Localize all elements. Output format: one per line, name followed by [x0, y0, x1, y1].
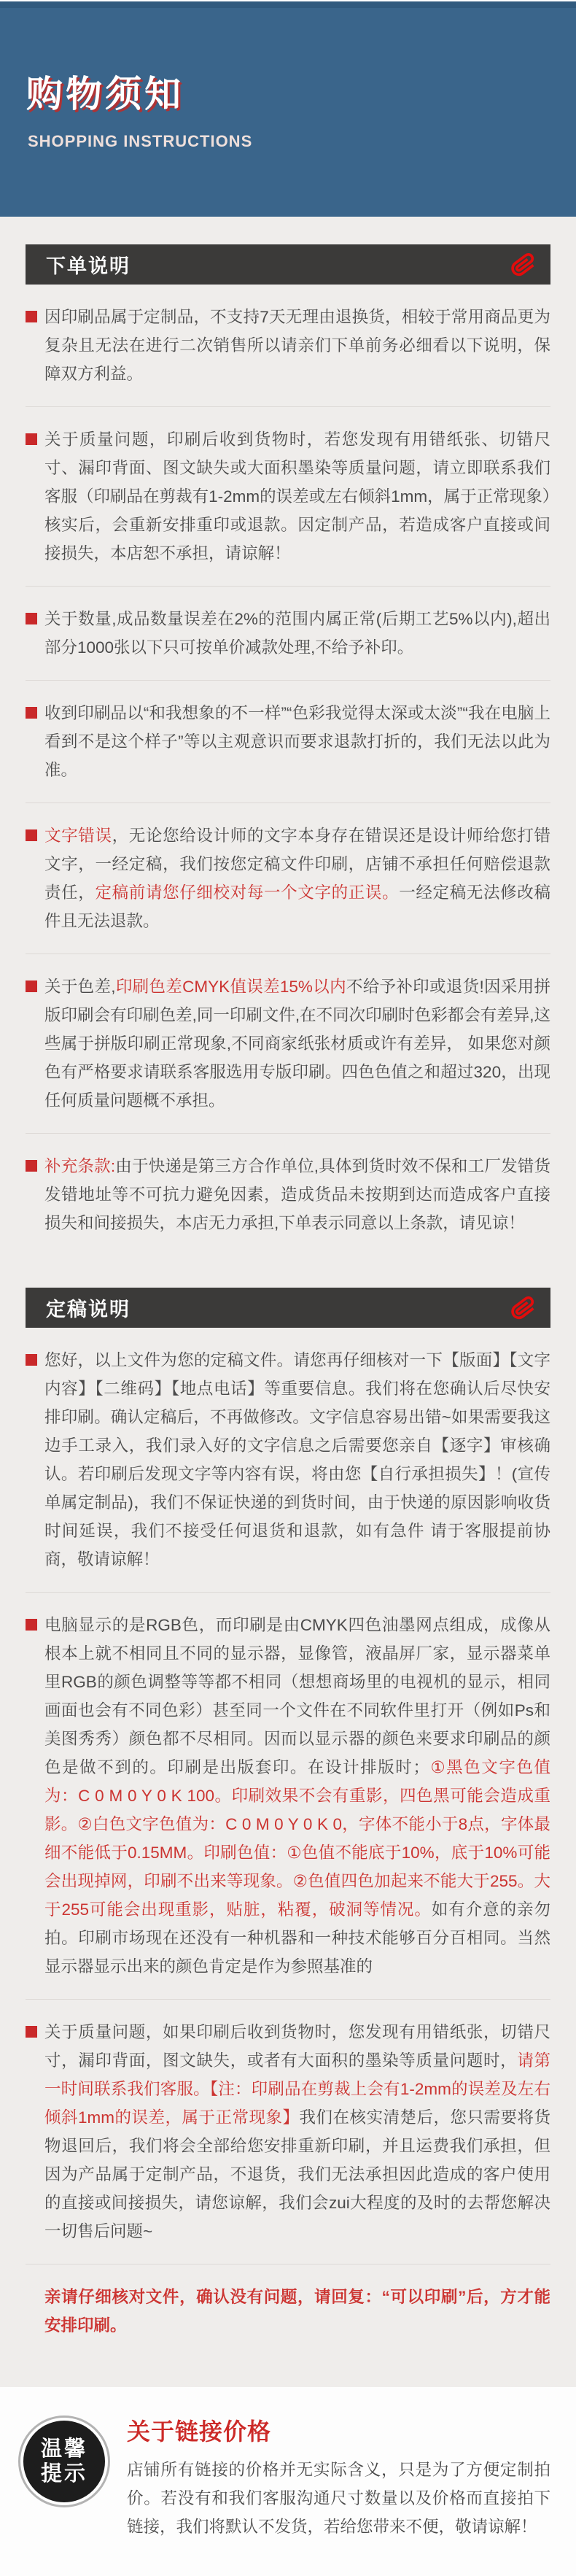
- warm-tips-badge: [20, 2418, 108, 2505]
- paragraph-segment: 您好，以上文件为您的定稿文件。请您再仔细核对一下【版面】【文字内容】【二维码】【地点电话】等重要信息。我们将在您确认后尽快安排印刷。确认定稿后，不再做修改。文字信息容易出错~如果需要我这边手工录入，我们录入好的文字信息之后需要您亲自【逐字】审核确认。若印刷后发现文字等内容有误，将由您【自行承担损失】！(宣传单属定制品)，我们不保证快递的到货时间，由于快递的原因影响收货时间延误，我们不接受任何退货和退款，如有急件 请于客服提前协商，敬请谅解！: [44, 1351, 550, 1569]
- notice-paragraph: [26, 1328, 550, 1593]
- paragraph-segment: 定稿前请您仔细校对每一个文字的正误。: [95, 883, 400, 902]
- red-square-bullet-icon: [26, 707, 37, 719]
- red-square-bullet-icon: [26, 1619, 37, 1631]
- paragraph-segment: 因印刷品属于定制品，不支持7天无理由退换货，相较于常用商品更为复杂且无法在进行二次销售所以请亲们下单前务必细看以下说明，保障双方利益。: [44, 308, 550, 383]
- notice-paragraph: [26, 1593, 550, 2000]
- page-header: [0, 0, 576, 217]
- paragraph-segment: ①黑色文字色值为：C 0 M 0 Y 0 K 100。印刷效果不会有重影，四色黑可能会造成重影。②白色文字色值为：C 0 M 0 Y 0 K 0，字体不能小于8点，字体最细不能低于0.15MM。印刷色值：①色值不能底于10%，底于10%可能会出现掉网，印刷不出来等现象。②色值四色加起来不能大于255。大于255可能会出现重影，贴脏，粘覆，破洞等情况。: [44, 1758, 550, 1919]
- notice-paragraph: [26, 2264, 550, 2358]
- paragraph-segment: 文字错误: [44, 827, 112, 845]
- section-body: [26, 1328, 550, 2362]
- notice-paragraph: [26, 2000, 550, 2264]
- page-title: 购物须知: [26, 74, 184, 115]
- paragraph-segment: 电脑显示的是RGB色，而印刷是由CMYK四色油墨网点组成，成像从根本上就不相同且不同的显示器，显像管，液晶屏厂家，显示器菜单里RGB的颜色调整等等都不相同（想想商场里的电视机的显示，相同画面也会有不同色彩）甚至同一个文件在不同软件里打开（例如Ps和美图秀秀）颜色都不尽相同。因而以显示器的颜色来要求印刷品的颜色是做不到的。印刷是出版套印。在设计排版时；: [44, 1616, 550, 1776]
- section-header-bar: [26, 244, 550, 285]
- sections-container: [0, 244, 576, 2362]
- badge-line2: 提示: [40, 2462, 87, 2486]
- paragraph-segment: 请第一时间联系我们客服。【注：印刷品在剪裁上会有1-2mm的误差及左右倾斜1mm的误差，属于正常现象】: [44, 2051, 550, 2127]
- notice-paragraph: [26, 587, 550, 681]
- section-title: 定稿说明: [46, 1299, 131, 1320]
- paragraph-segment: 亲请仔细核对文件，确认没有问题，请回复：“可以印刷”后，方才能安排印刷。: [44, 2288, 550, 2335]
- paragraph-segment: 补充条款:: [44, 1157, 116, 1175]
- paragraph-segment: 不给予补印或退货!因采用拼版印刷会有印刷色差,同一印刷文件,在不同次印刷时色彩都会有差异,这些属于拼版印刷正常现象,不同商家纸张材质或许有差异， 如果您对颜色有严格要求请联系客服选用专版印刷。四色色值之和超过320，出现任何质量问题概不承担。: [44, 978, 550, 1110]
- paragraph-segment: ，无论您给设计师的文字本身存在错误还是设计师给您打错文字，一经定稿，我们按您定稿文件印刷，店铺不承担任何赔偿退款责任，: [44, 827, 550, 902]
- red-square-bullet-icon: [26, 433, 37, 445]
- paperclip-icon: [510, 250, 537, 278]
- notice-paragraph: [26, 285, 550, 407]
- red-square-bullet-icon: [26, 980, 37, 992]
- footer-title: 关于链接价格: [127, 2418, 272, 2445]
- red-square-bullet-icon: [26, 2026, 37, 2038]
- paragraph-segment: 由于快递是第三方合作单位,具体到货时效不保和工厂发错货发错地址等不可抗力避免因素，造成货品未按期到达而造成客户直接损失和间接损失，本店无力承担,下单表示同意以上条款，请见谅！: [44, 1157, 550, 1232]
- footer-tips: [0, 2387, 576, 2576]
- notice-paragraph: [26, 803, 550, 954]
- paragraph-segment: 收到印刷品以“和我想象的不一样”“色彩我觉得太深或太淡”“我在电脑上看到不是这个样子”等以主观意识而要求退款打折的，我们无法以此为准。: [44, 704, 550, 779]
- paperclip-icon: [510, 1293, 537, 1321]
- notice-paragraph: [26, 407, 550, 587]
- section-header-bar: [26, 1288, 550, 1328]
- section-body: [26, 285, 550, 1260]
- red-square-bullet-icon: [26, 613, 37, 624]
- page-subtitle: SHOPPING INSTRUCTIONS: [28, 132, 253, 150]
- notice-paragraph: [26, 954, 550, 1134]
- paragraph-segment: 关于数量,成品数量误差在2%的范围内属正常(后期工艺5%以内),超出部分1000张以下只可按单价减款处理,不给予补印。: [44, 610, 550, 657]
- paragraph-segment: 关于质量问题，如果印刷后收到货物时，您发现有用错纸张，切错尺寸，漏印背面，图文缺失，或者有大面积的墨染等质量问题时，: [44, 2023, 550, 2070]
- footer-text: [127, 2409, 550, 2541]
- paragraph-segment: 我们在核实清楚后，您只需要将货物退回后，我们将会全部给您安排重新印刷，并且运费我们承担，但因为产品属于定制产品，不退货，我们无法承担因此造成的客户使用的直接或间接损失，请您谅解，我们会zui大程度的及时的去帮您解决一切售后问题~: [44, 2108, 550, 2240]
- red-square-bullet-icon: [26, 311, 37, 322]
- red-square-bullet-icon: [26, 1160, 37, 1172]
- notice-paragraph: [26, 681, 550, 803]
- section-title: 下单说明: [46, 255, 131, 277]
- red-square-bullet-icon: [26, 829, 37, 841]
- badge-line1: 温馨: [40, 2437, 87, 2461]
- footer-body: 店铺所有链接的价格并无实际含义，只是为了方便定制拍价。若没有和我们客服沟通尺寸数量以及价格而直接拍下链接，我们将默认不发货，若给您带来不便，敬请谅解！: [127, 2461, 550, 2536]
- paragraph-segment: 关于质量问题，印刷后收到货物时，若您发现有用错纸张、切错尺寸、漏印背面、图文缺失或大面积墨染等质量问题，请立即联系我们客服（印刷品在剪裁有1-2mm的误差或左右倾斜1mm，属于正常现象）核实后，会重新安排重印或退款。因定制产品，若造成客户直接或间接损失，本店恕不承担，请谅解！: [44, 430, 550, 562]
- notice-paragraph: [26, 1134, 550, 1256]
- paragraph-segment: 一经定稿无法修改稿件且无法退款。: [44, 883, 550, 930]
- paragraph-segment: 如有介意的亲勿拍。印刷市场现在还没有一种机器和一种技术能够百分百相同。当然显示器显示出来的颜色肯定是作为参照基准的: [44, 1900, 550, 1976]
- paragraph-segment: 印刷色差CMYK值误差15%以内: [115, 978, 346, 996]
- paragraph-segment: 关于色差,: [44, 978, 116, 996]
- red-square-bullet-icon: [26, 1354, 37, 1366]
